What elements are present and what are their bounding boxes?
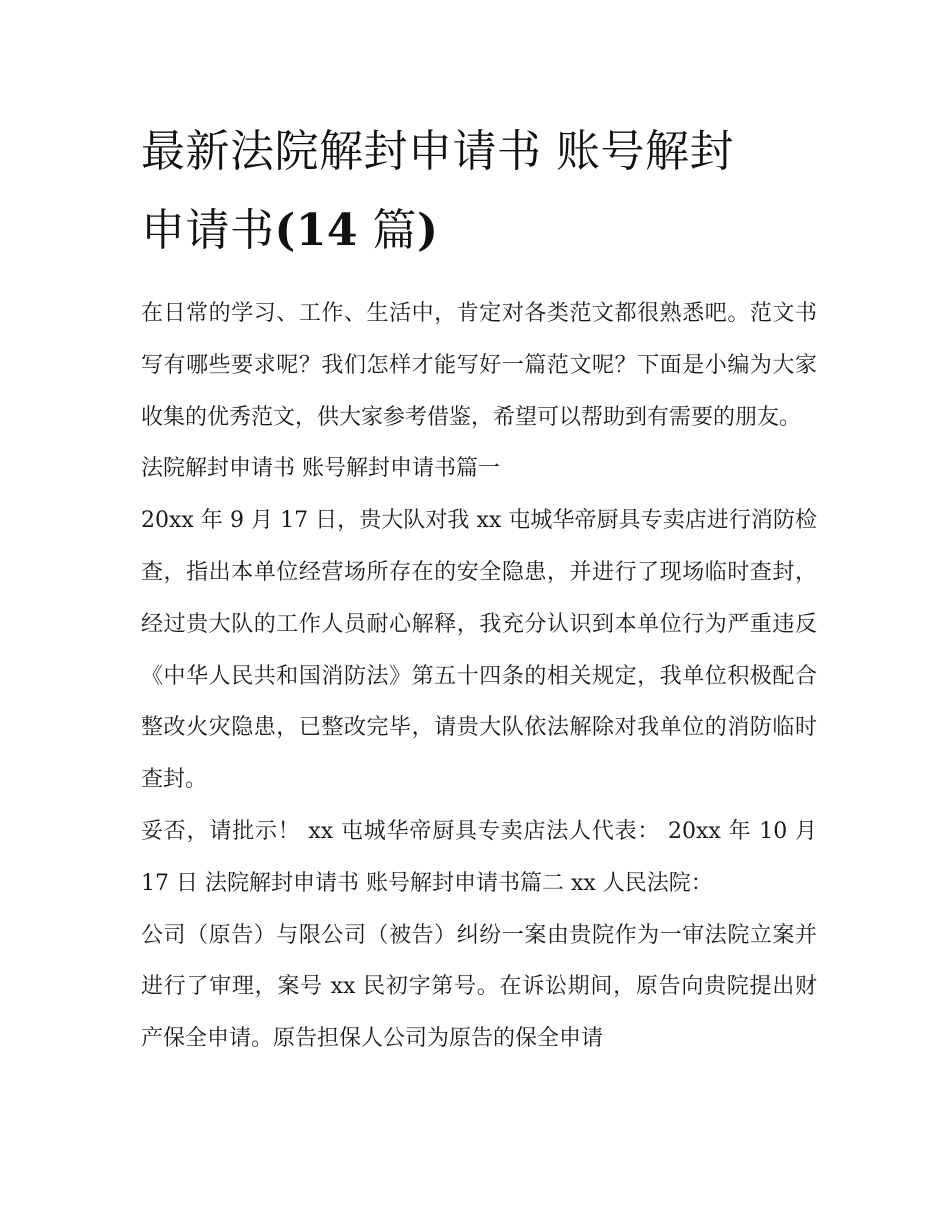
title-line-1: 最新法院解封申请书 账号解封 [141, 126, 734, 177]
intro-paragraph: 在日常的学习、工作、生活中，肯定对各类范文都很熟悉吧。范文书写有哪些要求呢？我们怎样才能写好一篇范文呢？下面是小编为大家收集的优秀范文，供大家参考借鉴，希望可以帮助到有需要的朋友。 [141, 301, 817, 430]
body-paragraph: 20xx 年 9 月 17 日，贵大队对我 xx 屯城华帝厨具专卖店进行消防检查，指出本单位经营场所存在的安全隐患，并进行了现场临时查封，经过贵大队的工作人员耐心解释，我充分认识到本单位行为严重违反《中华人民共和国消防法》第五十四条的相关规定，我单位积极配合整改火灾隐患，已整改完毕，请贵大队依法解除对我单位的消防临时查封。 [141, 508, 817, 793]
title-line-2-prefix: 申请书 [141, 205, 275, 256]
document-title: 最新法院解封申请书 账号解封 申请书(14 篇) [141, 126, 734, 256]
document-content [141, 112, 817, 1065]
title-line-2-suffix: 篇 [358, 205, 418, 256]
document-body [141, 288, 817, 1065]
section-heading-1: 法院解封申请书 账号解封申请书篇一 [141, 456, 500, 482]
body-paragraph: 妥否，请批示！ xx 屯城华帝厨具专卖店法人代表： 20xx 年 10 月 17 日 法院解封申请书 账号解封申请书篇二 xx 人民法院： [141, 818, 817, 896]
body-paragraph: 公司（原告）与限公司（被告）纠纷一案由贵院作为一审法院立案并进行了审理，案号 xx 民初字第号。在诉讼期间，原告向贵院提出财产保全申请。原告担保人公司为原告的保全申请 [141, 922, 817, 1052]
title-line-2-number: (14 [274, 205, 359, 256]
